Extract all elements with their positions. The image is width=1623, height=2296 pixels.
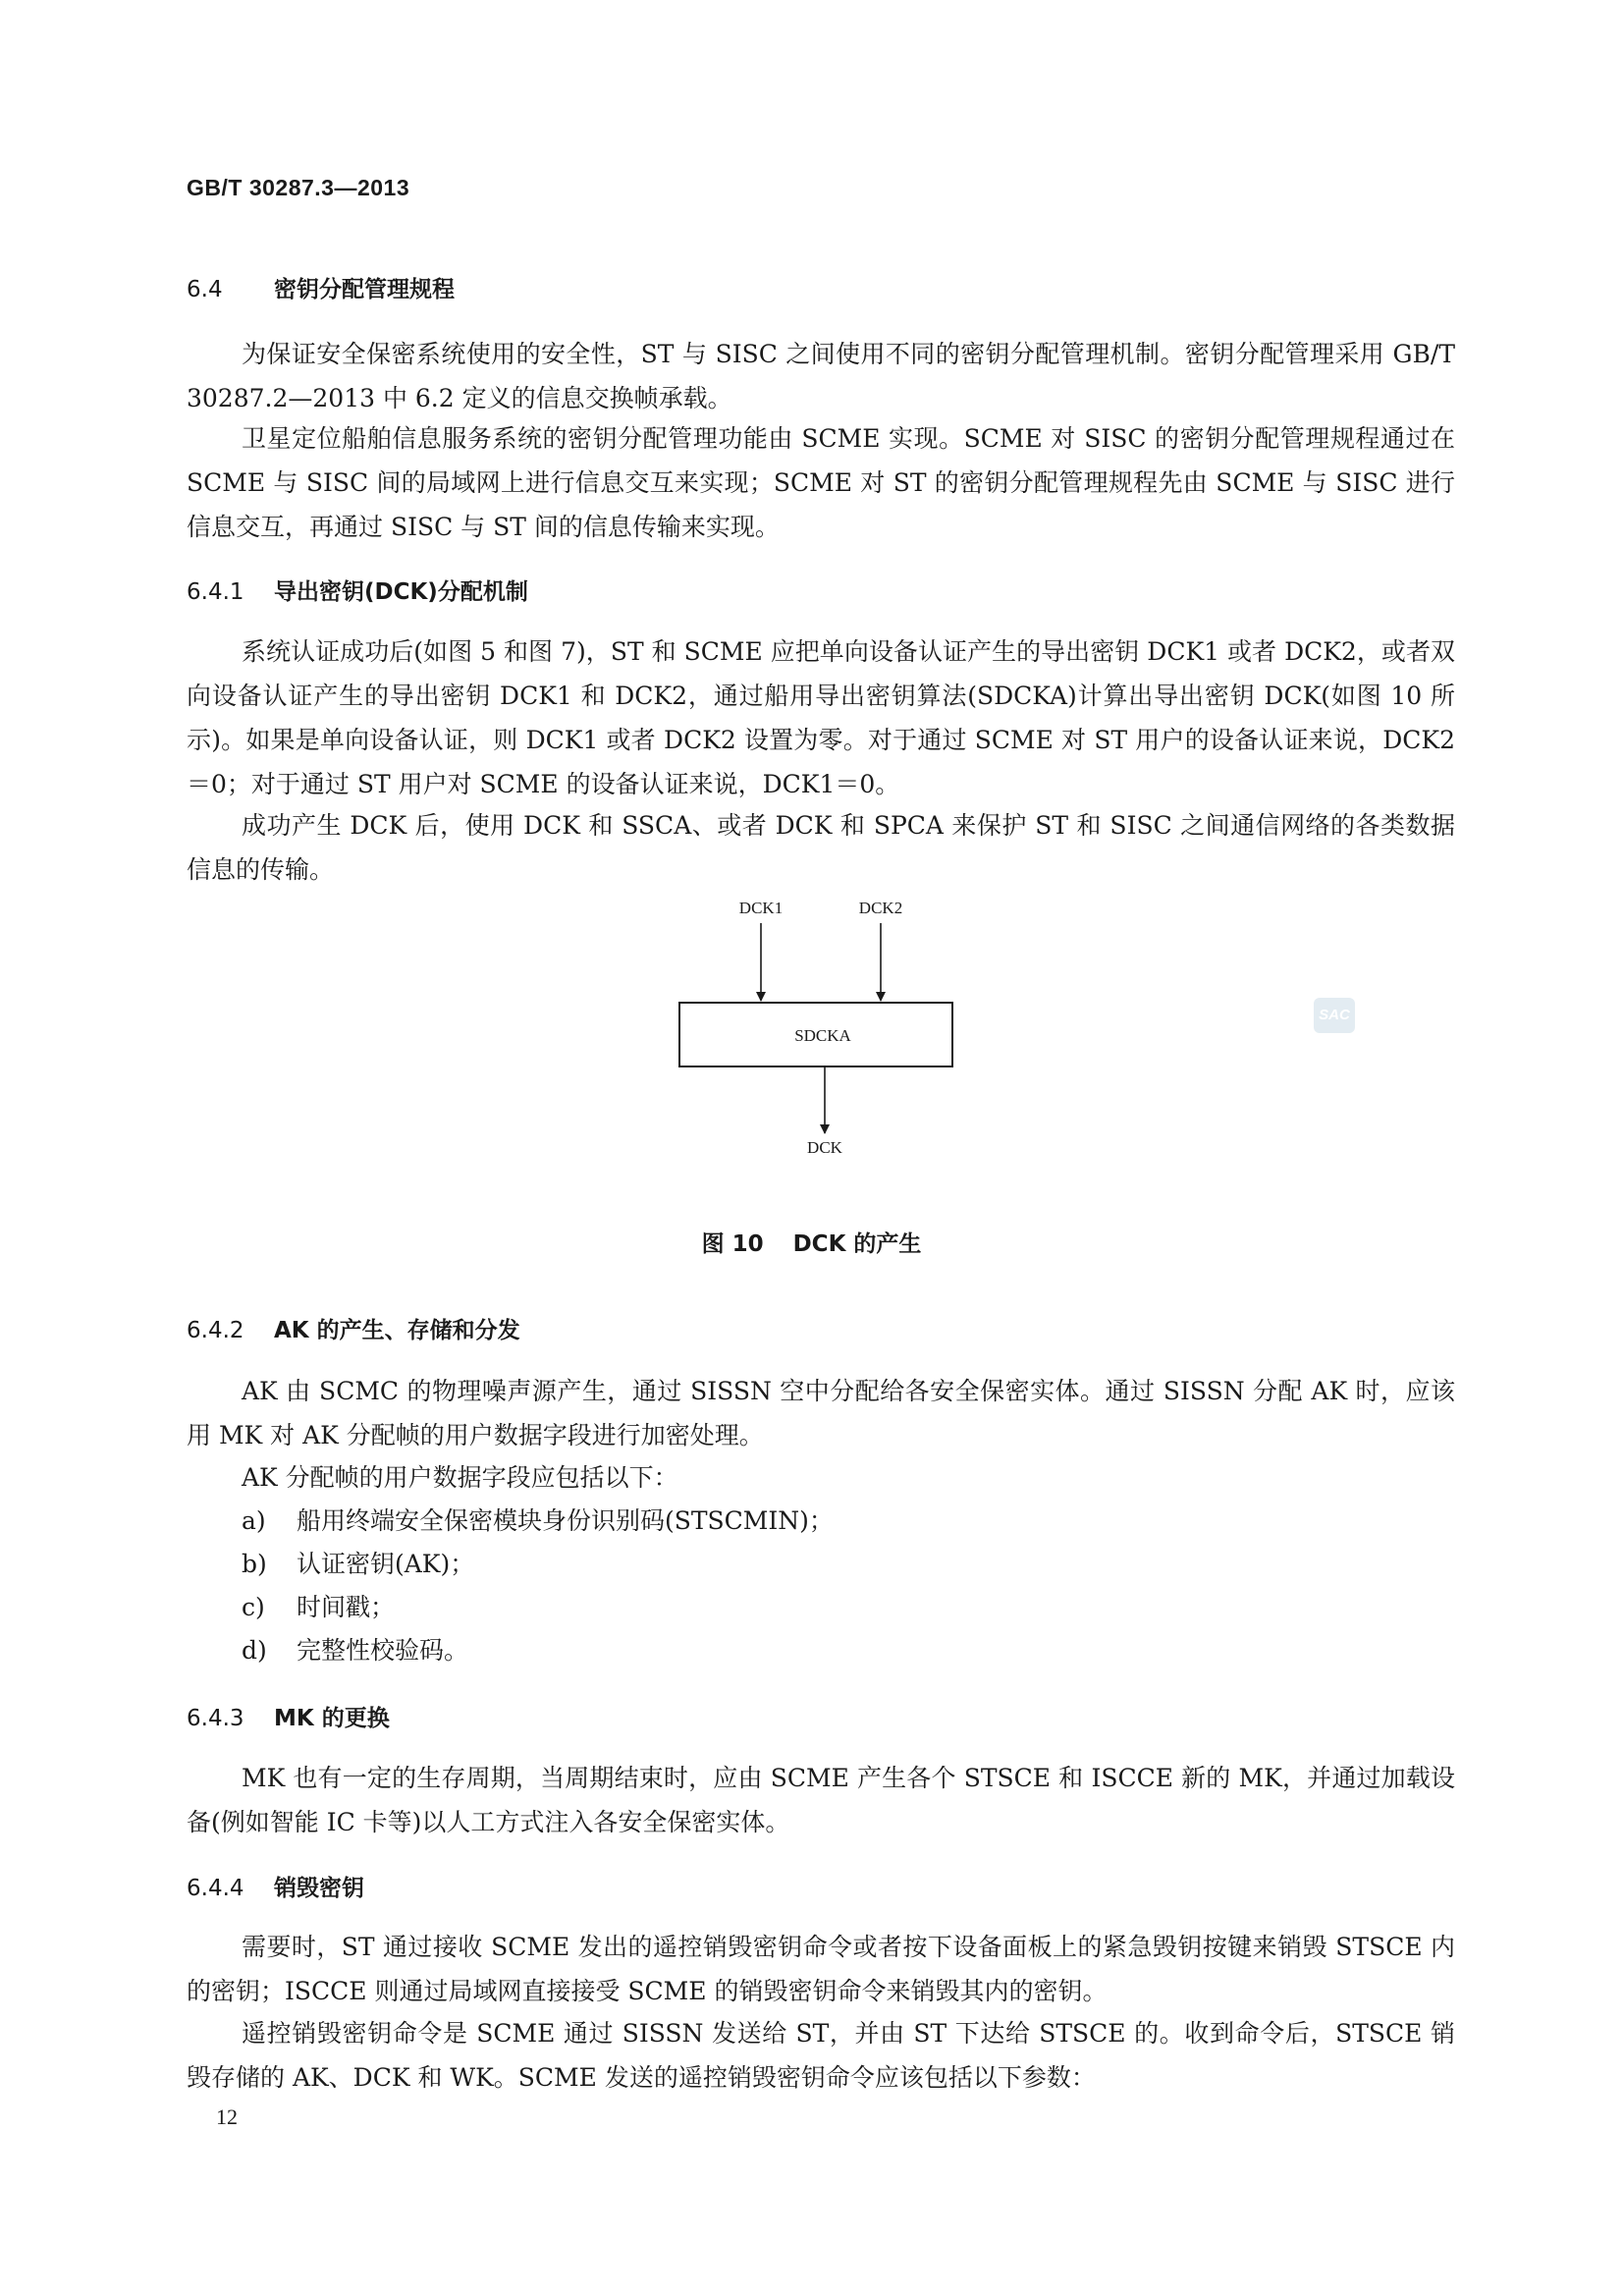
section-number: 6.4.1 [187, 579, 244, 605]
paragraph: MK 也有一定的生存周期，当周期结束时，应由 SCME 产生各个 STSCE 和 ISCCE 新的 MK，并通过加载设备(例如智能 IC 卡等)以人工方式注入各安全保密实体。 [187, 1764, 1455, 1836]
list-marker: a) [242, 1506, 266, 1535]
dck2-input-label: DCK2 [858, 899, 903, 917]
list-text: 时间戳； [297, 1593, 396, 1621]
paragraph: 需要时，ST 通过接收 SCME 发出的遥控销毁密钥命令或者按下设备面板上的紧急毁钥按键来销毁 STSCE 内的密钥；ISCCE 则通过局域网直接接受 SCME 的销毁密钥命令来销毁其内的密钥。 [187, 1933, 1455, 2005]
figure-caption [0, 1226, 1623, 1258]
list-item [242, 1542, 474, 1586]
paragraph: 为保证安全保密系统使用的安全性，ST 与 SISC 之间使用不同的密钥分配管理机制。密钥分配管理采用 GB/T 30287.2—2013 中 6.2 定义的信息交换帧承载。 [187, 340, 1455, 412]
standard-id: GB/T 30287.3—2013 [187, 175, 410, 200]
list-item [242, 1628, 468, 1672]
section-title: 销毁密钥 [274, 1876, 364, 1901]
paragraph: 卫星定位船舶信息服务系统的密钥分配管理功能由 SCME 实现。SCME 对 SISC 的密钥分配管理规程通过在 SCME 与 SISC 间的局域网上进行信息交互来实现；SCME 对 ST 的密钥分配管理规程先由 SCME 与 SISC 进行信息交互，再通过 SISC 与 ST 间的信息传输来实现。 [187, 424, 1455, 541]
list-item [242, 1585, 395, 1629]
figure-number: 图 10 [701, 1231, 764, 1257]
figure-title: DCK 的产生 [792, 1231, 922, 1257]
section-number: 6.4.2 [187, 1318, 244, 1343]
list-marker: c) [242, 1593, 265, 1621]
section-heading-6-4-2 [187, 1312, 520, 1344]
section-heading-6-4-3 [187, 1700, 390, 1732]
sac-watermark: SAC [1314, 998, 1355, 1033]
paragraph: 系统认证成功后(如图 5 和图 7)，ST 和 SCME 应把单向设备认证产生的导出密钥 DCK1 或者 DCK2，或者双向设备认证产生的导出密钥 DCK1 和 DCK2，通过船用导出密钥算法(SDCKA)计算出导出密钥 DCK(如图 10 所示)。如果是单向设备认证，则 DCK1 或者 DCK2 设置为零。对于通过 SCME 对 ST 用户的设备认证来说，DCK2＝0；对于通过 ST 用户对 SCME 的设备认证来说，DCK1＝0。 [187, 637, 1455, 798]
list-text: 船用终端安全保密模块身份识别码(STSCMIN)； [297, 1506, 834, 1535]
dck1-input-label: DCK1 [738, 899, 784, 917]
paragraph: 成功产生 DCK 后，使用 DCK 和 SSCA、或者 DCK 和 SPCA 来保护 ST 和 SISC 之间通信网络的各类数据信息的传输。 [187, 811, 1455, 884]
sdcka-label: SDCKA [794, 1026, 851, 1045]
list-text: 认证密钥(AK)； [297, 1550, 475, 1578]
list-marker: b) [242, 1550, 267, 1578]
section-title: 导出密钥(DCK)分配机制 [274, 579, 528, 605]
section-title: AK 的产生、存储和分发 [274, 1318, 520, 1343]
section-heading-6-4-4 [187, 1870, 364, 1902]
list-text: 完整性校验码。 [297, 1636, 469, 1665]
section-number: 6.4.3 [187, 1706, 244, 1731]
section-number: 6.4 [187, 277, 223, 302]
paragraph: 遥控销毁密钥命令是 SCME 通过 SISSN 发送给 ST，并由 ST 下达给 STSCE 的。收到命令后，STSCE 销毁存储的 AK、DCK 和 WK。SCME 发送的遥控销毁密钥命令应该包括以下参数： [187, 2019, 1455, 2092]
section-title: MK 的更换 [274, 1706, 390, 1731]
paragraph: AK 分配帧的用户数据字段应包括以下： [242, 1463, 678, 1492]
list-marker: d) [242, 1636, 267, 1665]
section-number: 6.4.4 [187, 1876, 244, 1901]
dck-output-label: DCK [807, 1138, 842, 1157]
page-number: 12 [216, 2105, 238, 2129]
section-title: 密钥分配管理规程 [274, 277, 455, 302]
paragraph: AK 由 SCMC 的物理噪声源产生，通过 SISSN 空中分配给各安全保密实体。通过 SISSN 分配 AK 时，应该用 MK 对 AK 分配帧的用户数据字段进行加密处理。 [187, 1377, 1455, 1449]
list-item [242, 1499, 834, 1543]
